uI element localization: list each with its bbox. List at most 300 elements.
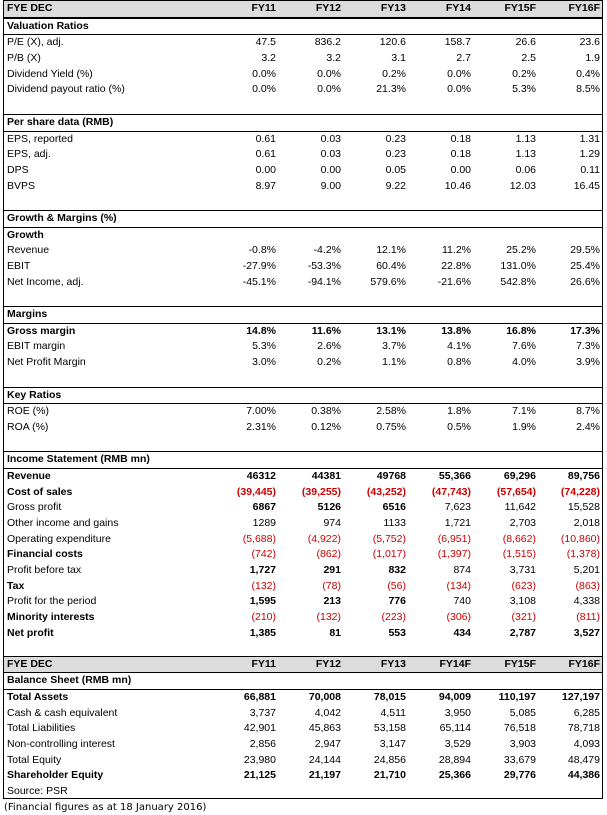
row-value: 974 <box>323 517 341 529</box>
header-year: FY15F <box>504 2 536 14</box>
header-year: FY13 <box>380 2 406 14</box>
table-row <box>4 132 602 148</box>
row-value: 0.0% <box>317 67 341 80</box>
row-value: 1.13 <box>515 132 536 145</box>
row-value: 12.03 <box>509 179 536 192</box>
row-value: 21,125 <box>243 769 276 782</box>
row-label: EBIT <box>7 260 31 272</box>
row-value: 0.0% <box>252 83 276 96</box>
row-value: (134) <box>446 579 471 592</box>
row-label: Total Liabilities <box>7 722 76 735</box>
table-row <box>4 420 602 436</box>
row-label: EBIT margin <box>7 340 66 353</box>
row-value: 89,756 <box>567 469 600 482</box>
row-value: 836.2 <box>314 36 341 49</box>
row-value: 11.2% <box>442 244 471 257</box>
row-value: 3.7% <box>382 340 406 353</box>
header-year: FY13 <box>380 657 406 670</box>
table-row <box>4 51 602 67</box>
row-value: 2.5 <box>521 52 536 65</box>
table-row <box>4 547 602 563</box>
row-value: 60.4% <box>376 260 406 272</box>
row-value: 4.1% <box>447 340 471 353</box>
table-row <box>4 163 602 179</box>
row-value: 17.3% <box>570 324 600 337</box>
row-value: (863) <box>575 579 600 592</box>
row-value: 13.8% <box>441 324 471 337</box>
row-value: 44381 <box>311 469 341 482</box>
row-value: 21.3% <box>376 83 406 96</box>
table-row <box>4 610 602 626</box>
row-value: 3.1 <box>391 52 406 65</box>
row-label: Cash & cash equivalent <box>7 706 118 719</box>
table-row <box>4 485 602 501</box>
row-value: 24,144 <box>308 753 341 766</box>
row-label: DPS <box>7 163 29 176</box>
header-year: FY14F <box>439 657 471 670</box>
table-row <box>4 516 602 532</box>
row-value: 49768 <box>376 469 406 482</box>
table-row <box>4 737 602 753</box>
row-value: 0.61 <box>255 148 276 161</box>
header-year: FY16F <box>568 657 600 670</box>
blank-row <box>4 194 602 210</box>
table-row <box>4 355 602 371</box>
row-value: 15,528 <box>567 501 600 514</box>
row-value: 434 <box>453 626 471 639</box>
row-value: (74,228) <box>560 485 600 498</box>
header-label: FYE DEC <box>7 657 53 670</box>
row-value: 120.6 <box>379 36 406 49</box>
row-value: 25.4% <box>570 260 600 272</box>
row-value: 33,679 <box>503 753 536 766</box>
row-value: 53,158 <box>373 722 406 735</box>
row-value: 1.9 <box>585 52 600 65</box>
table-row <box>4 721 602 737</box>
row-value: 78,015 <box>373 690 406 703</box>
section-title <box>4 306 602 324</box>
row-value: 0.03 <box>320 132 341 145</box>
row-value: 0.38% <box>311 405 341 418</box>
row-value: 70,008 <box>308 690 341 703</box>
row-value: 213 <box>323 595 341 608</box>
row-value: 13.1% <box>376 324 406 337</box>
row-value: 7.1% <box>512 405 536 418</box>
row-value: (10,860) <box>560 532 600 545</box>
row-value: 3,108 <box>509 595 536 608</box>
row-value: 0.06 <box>515 163 536 176</box>
section-title-label: Growth & Margins (%) <box>7 211 117 224</box>
row-value: 131.0% <box>500 260 536 272</box>
row-value: 7,623 <box>444 501 471 514</box>
row-value: 2,703 <box>509 517 536 529</box>
row-label: Profit before tax <box>7 564 82 577</box>
footnote: (Financial figures as at 18 January 2016) <box>4 802 207 813</box>
row-value: 2.6% <box>317 340 341 353</box>
row-value: 4,042 <box>314 706 341 719</box>
table-row <box>4 563 602 579</box>
row-label: Profit for the period <box>7 595 97 608</box>
table-row <box>4 35 602 51</box>
section-title <box>4 673 602 690</box>
row-value: 0.61 <box>255 132 276 145</box>
row-value: (4,922) <box>307 532 341 545</box>
table-row <box>4 753 602 769</box>
header-year: FY14 <box>445 2 471 14</box>
row-value: 23.6 <box>579 36 600 49</box>
row-value: 110,197 <box>498 690 536 703</box>
row-value: 7.00% <box>246 405 276 418</box>
table-row <box>4 768 602 784</box>
table-row <box>4 147 602 163</box>
row-value: 23,980 <box>243 753 276 766</box>
header-label: FYE DEC <box>7 2 53 14</box>
subsection-title <box>4 228 602 244</box>
section-title-label: Per share data (RMB) <box>7 115 114 128</box>
row-value: 3,737 <box>249 706 276 719</box>
row-label: Cost of sales <box>7 485 73 498</box>
row-value: 0.0% <box>447 83 471 96</box>
row-value: (1,378) <box>566 548 600 561</box>
row-value: 42,901 <box>243 722 276 735</box>
row-label: Tax <box>7 579 25 592</box>
section-title <box>4 114 602 132</box>
row-value: (78) <box>322 579 341 592</box>
row-value: (5,688) <box>242 532 276 545</box>
row-value: 26.6 <box>515 36 536 49</box>
row-value: 65,114 <box>439 722 471 735</box>
row-value: (1,515) <box>502 548 536 561</box>
row-label: Total Assets <box>7 690 69 703</box>
row-value: 94,009 <box>438 690 471 703</box>
row-label: Shareholder Equity <box>7 769 104 782</box>
row-value: 1.29 <box>579 148 600 161</box>
row-value: 2.4% <box>576 420 600 433</box>
row-value: 9.22 <box>385 179 406 192</box>
row-value: 1,727 <box>249 564 276 577</box>
row-value: 9.00 <box>320 179 341 192</box>
row-value: 16.8% <box>506 324 536 337</box>
section-title <box>4 451 602 469</box>
table-header <box>4 656 602 674</box>
row-value: 66,881 <box>243 690 276 703</box>
row-value: 10.46 <box>444 179 471 192</box>
blank-row <box>4 371 602 387</box>
row-value: 14.8% <box>246 324 276 337</box>
row-value: 0.2% <box>512 67 536 80</box>
row-value: 1,385 <box>249 626 276 639</box>
row-label: Minority interests <box>7 611 95 624</box>
row-label: Net profit <box>7 626 54 639</box>
row-value: 1.8% <box>447 405 471 418</box>
blank-row <box>4 436 602 452</box>
part-two <box>4 656 602 785</box>
row-label: BVPS <box>7 179 36 192</box>
row-value: 7.3% <box>576 340 600 353</box>
row-value: (623) <box>511 579 536 592</box>
row-label: ROE (%) <box>7 405 49 418</box>
row-value: 0.0% <box>447 67 471 80</box>
row-value: 0.75% <box>376 420 406 433</box>
row-label: Net Profit Margin <box>7 356 86 369</box>
row-value: 3.9% <box>576 356 600 369</box>
source-note: Source: PSR <box>7 785 68 797</box>
row-label: Non-controlling interest <box>7 737 115 750</box>
section-title-label: Key Ratios <box>7 388 62 401</box>
row-value: 3,731 <box>509 564 536 577</box>
row-value: (6,951) <box>437 532 471 545</box>
row-value: 832 <box>388 564 406 577</box>
row-label: P/E (X), adj. <box>7 36 64 49</box>
row-value: (210) <box>251 611 276 624</box>
row-value: 48,479 <box>567 753 600 766</box>
row-value: 47.5 <box>255 36 276 49</box>
header-year: FY12 <box>315 657 341 670</box>
row-value: -27.9% <box>242 260 276 272</box>
row-value: (811) <box>576 611 600 624</box>
row-value: 22.8% <box>441 260 471 272</box>
header-year: FY11 <box>251 2 276 14</box>
row-value: -45.1% <box>242 275 276 288</box>
row-value: 579.6% <box>370 275 406 288</box>
row-value: 8.5% <box>576 83 600 96</box>
row-value: 3,529 <box>444 737 471 750</box>
table-row <box>4 532 602 548</box>
table-row <box>4 67 602 83</box>
row-value: (56) <box>387 579 406 592</box>
table-row <box>4 706 602 722</box>
row-label: Other income and gains <box>7 517 119 529</box>
table-row <box>4 259 602 275</box>
row-value: 69,296 <box>503 469 536 482</box>
table-row <box>4 690 602 706</box>
row-value: (8,662) <box>502 532 536 545</box>
table-row <box>4 275 602 291</box>
row-label: Dividend payout ratio (%) <box>7 83 125 96</box>
subsection-label: Growth <box>7 228 44 241</box>
row-label: Financial costs <box>7 548 83 561</box>
row-value: 29,776 <box>503 769 536 782</box>
table-row <box>4 179 602 195</box>
row-value: 3.2 <box>326 52 341 65</box>
table-row <box>4 469 602 485</box>
row-value: 3,903 <box>509 737 536 750</box>
header-year: FY11 <box>251 657 276 670</box>
table-row <box>4 82 602 98</box>
row-value: 2,018 <box>573 517 600 529</box>
header-year: FY16F <box>568 2 600 14</box>
row-value: 776 <box>388 595 406 608</box>
row-value: (1,017) <box>372 548 406 561</box>
row-value: 0.12% <box>311 420 341 433</box>
financial-table <box>3 0 603 799</box>
row-value: 7.6% <box>512 340 536 353</box>
row-value: 11,642 <box>504 501 536 514</box>
financial-summary <box>3 0 603 813</box>
row-value: 0.5% <box>447 420 471 433</box>
row-value: 874 <box>453 564 471 577</box>
row-value: 44,386 <box>567 769 600 782</box>
row-value: 0.2% <box>317 356 341 369</box>
row-value: -94.1% <box>307 275 341 288</box>
row-value: 6867 <box>252 501 276 514</box>
row-value: (223) <box>381 611 406 624</box>
blank-row <box>4 98 602 114</box>
header-year: FY15F <box>504 657 536 670</box>
row-value: 12.1% <box>376 244 406 257</box>
row-value: 2.31% <box>246 420 276 433</box>
row-value: 291 <box>323 564 341 577</box>
table-row <box>4 404 602 420</box>
row-value: 5.3% <box>512 83 536 96</box>
row-value: 0.23 <box>385 132 406 145</box>
row-value: 3.0% <box>252 356 276 369</box>
row-value: 8.7% <box>576 405 600 418</box>
row-value: 0.05 <box>385 163 406 176</box>
row-value: 5,201 <box>573 564 600 577</box>
row-label: Net Income, adj. <box>7 275 84 288</box>
row-value: 5.3% <box>252 340 276 353</box>
row-value: (321) <box>511 611 536 624</box>
row-value: (39,255) <box>301 485 341 498</box>
row-value: (1,397) <box>437 548 471 561</box>
row-value: 8.97 <box>255 179 276 192</box>
row-value: -21.6% <box>437 275 471 288</box>
row-label: Operating expenditure <box>7 532 111 545</box>
row-value: 29.5% <box>570 244 600 257</box>
part-one <box>4 1 602 642</box>
table-header <box>4 1 602 18</box>
row-value: 3,147 <box>379 737 406 750</box>
row-value: -4.2% <box>313 244 341 257</box>
row-value: 553 <box>388 626 406 639</box>
section-title-label: Margins <box>7 308 48 321</box>
table-row <box>4 579 602 595</box>
row-value: 0.18 <box>450 132 471 145</box>
row-value: 46312 <box>246 469 276 482</box>
row-value: 16.45 <box>573 179 600 192</box>
row-value: 3.2 <box>261 52 276 65</box>
row-value: 1289 <box>252 517 276 529</box>
table-row <box>4 594 602 610</box>
row-label: EPS, reported <box>7 132 73 145</box>
table-row <box>4 500 602 516</box>
row-value: 4,511 <box>380 706 406 719</box>
blank-row <box>4 290 602 306</box>
row-value: 21,710 <box>373 769 406 782</box>
row-value: 0.2% <box>382 67 406 80</box>
row-value: 55,366 <box>438 469 471 482</box>
row-value: 542.8% <box>500 275 536 288</box>
section-title <box>4 18 602 36</box>
row-value: 0.18 <box>450 148 471 161</box>
row-value: 1.1% <box>382 356 406 369</box>
row-value: 3,950 <box>444 706 471 719</box>
section-title <box>4 387 602 405</box>
row-value: 0.11 <box>580 163 600 176</box>
row-value: (132) <box>251 579 276 592</box>
row-value: (306) <box>446 611 471 624</box>
spacer <box>4 642 602 656</box>
row-value: 3,527 <box>573 626 600 639</box>
row-label: Gross profit <box>7 501 62 514</box>
row-value: 21,197 <box>308 769 341 782</box>
row-value: 158.7 <box>444 36 471 49</box>
row-value: 127,197 <box>562 690 600 703</box>
row-value: 45,863 <box>308 722 341 735</box>
row-value: 5,085 <box>509 706 536 719</box>
row-value: (132) <box>316 611 341 624</box>
row-value: -53.3% <box>307 260 341 272</box>
row-value: 0.00 <box>320 163 341 176</box>
table-row <box>4 626 602 642</box>
row-value: 4,338 <box>573 595 600 608</box>
row-value: 0.8% <box>447 356 471 369</box>
row-value: 1.13 <box>515 148 536 161</box>
row-value: 0.23 <box>385 148 406 161</box>
row-value: 1,721 <box>444 517 471 529</box>
row-value: 1,595 <box>249 595 276 608</box>
row-value: 5126 <box>317 501 341 514</box>
row-value: 76,518 <box>503 722 536 735</box>
row-label: Gross margin <box>7 324 76 337</box>
row-value: 4.0% <box>512 356 536 369</box>
row-value: -0.8% <box>248 244 276 257</box>
row-value: 78,718 <box>567 722 600 735</box>
row-value: 6516 <box>382 501 406 514</box>
row-value: 0.0% <box>317 83 341 96</box>
row-label: Total Equity <box>7 753 62 766</box>
row-value: (862) <box>316 548 341 561</box>
row-value: 2,947 <box>314 737 341 750</box>
row-value: 25,366 <box>438 769 471 782</box>
row-value: 1.9% <box>512 420 536 433</box>
section-title-label: Valuation Ratios <box>7 19 89 32</box>
row-value: 6,285 <box>573 706 600 719</box>
row-value: 2.58% <box>376 405 406 418</box>
row-value: 2,787 <box>509 626 536 639</box>
row-value: 26.6% <box>570 275 600 288</box>
row-value: 11.6% <box>311 324 341 337</box>
row-value: 0.03 <box>320 148 341 161</box>
section-title <box>4 210 602 228</box>
row-value: 81 <box>329 626 341 639</box>
row-label: Revenue <box>7 469 51 482</box>
row-value: 2,856 <box>249 737 276 750</box>
row-value: 0.0% <box>252 67 276 80</box>
row-label: EPS, adj. <box>7 148 51 161</box>
row-value: 0.00 <box>255 163 276 176</box>
row-value: (47,743) <box>431 485 471 498</box>
row-label: Dividend Yield (%) <box>7 67 93 80</box>
row-value: 1133 <box>383 517 406 529</box>
row-value: 0.00 <box>450 163 471 176</box>
row-value: 4,093 <box>573 737 600 750</box>
row-value: (57,654) <box>496 485 536 498</box>
section-title-label: Balance Sheet (RMB mn) <box>7 674 132 687</box>
row-label: ROA (%) <box>7 420 49 433</box>
table-row <box>4 243 602 259</box>
header-year: FY12 <box>315 2 341 14</box>
row-label: Revenue <box>7 244 50 257</box>
table-row <box>4 324 602 340</box>
row-value: 0.4% <box>576 67 600 80</box>
table-row <box>4 339 602 355</box>
row-value: (39,445) <box>236 485 276 498</box>
row-label: P/B (X) <box>7 52 41 65</box>
row-value: (5,752) <box>372 532 406 545</box>
row-value: 25.2% <box>506 244 536 257</box>
